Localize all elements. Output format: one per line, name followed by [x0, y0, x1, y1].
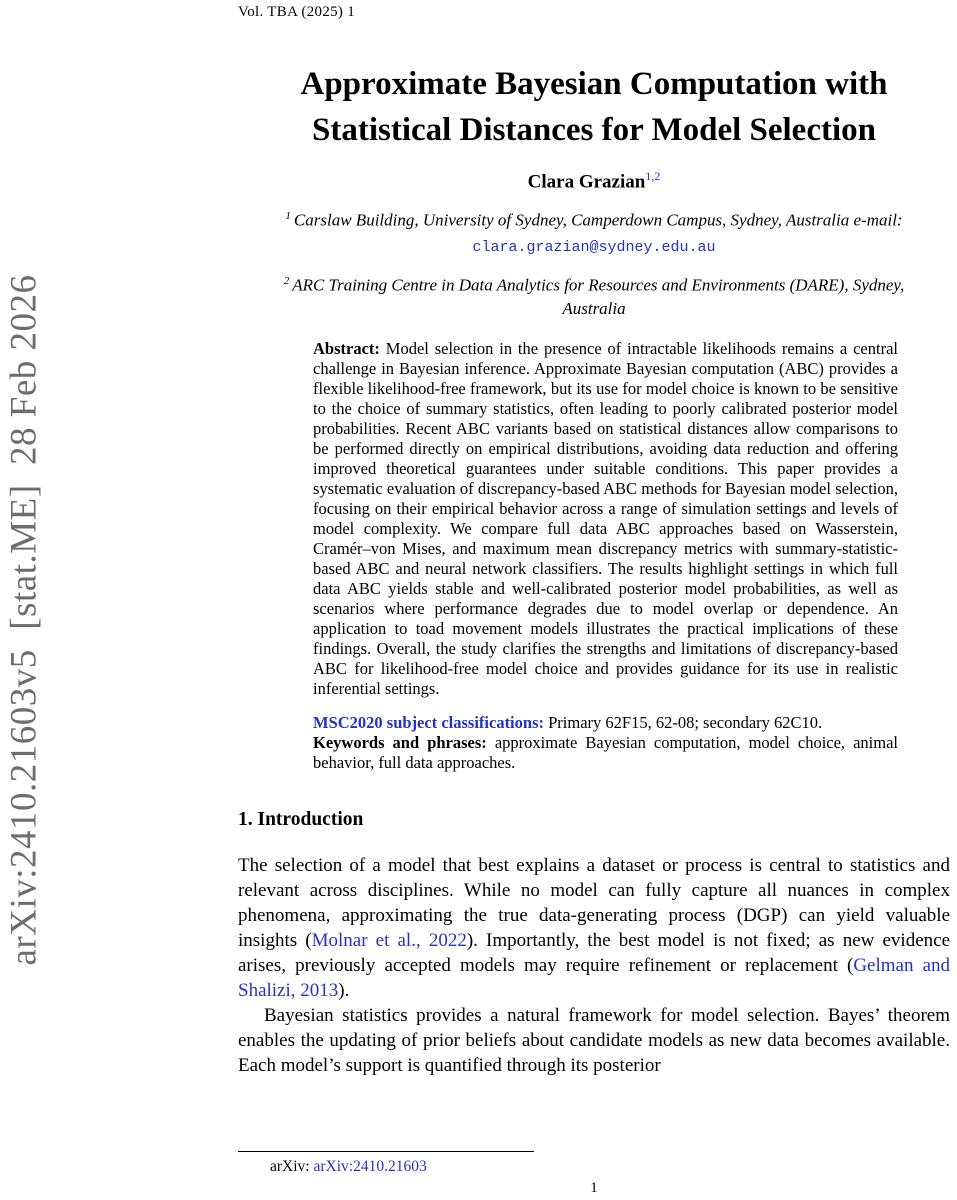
journal-volume-header: Vol. TBA (2025) 1: [238, 4, 356, 20]
citation-link-gelman-shalizi-2013[interactable]: Gelman and Shalizi, 2013: [238, 954, 950, 1001]
paper-title: Approximate Bayesian Computation with Statistical Distances for Model Selection: [300, 66, 888, 148]
abstract: [313, 339, 898, 699]
affiliation-2-text: [262, 274, 927, 321]
paper-content: [238, 0, 950, 1078]
text-segment: ).: [338, 979, 350, 1001]
author-line: [238, 169, 950, 193]
affiliation-1: [238, 209, 950, 258]
arxiv-footnote: [238, 1158, 427, 1176]
citation-link-molnar-2022[interactable]: Molnar et al., 2022: [311, 929, 467, 951]
msc-classifications: [313, 713, 898, 733]
author-affiliation-refs[interactable]: 1,2: [645, 169, 661, 184]
arxiv-id-link[interactable]: arXiv:2410.21603: [313, 1158, 427, 1175]
affiliation-2-body: ARC Training Centre in Data Analytics for Resources and Environments (DARE), Sydney, Australia: [292, 275, 905, 318]
footnote-rule: [238, 1151, 534, 1152]
author-name: Clara Grazian: [527, 171, 646, 193]
affiliation-1-body: Carslaw Building, University of Sydney, Camperdown Campus, Sydney, Australia e-mail:: [293, 211, 903, 231]
affiliation-1-text: [238, 209, 950, 233]
text-segment: ). Importantly, the best model is not fixed; as new evidence arises, previously accepted models may require refinement or replacement (: [238, 929, 951, 976]
msc-text: Primary 62F15, 62-08; secondary 62C10.: [548, 712, 823, 732]
abstract-text: Model selection in the presence of intractable likelihoods remains a central challenge in Bayesian inference. Approximate Bayesian computation (ABC) provides a flexible likelihood-free framework, but its use for model choice is known to be sensitive to the choice of summary statistics, often leading to poorly calibrated posterior model probabilities. Recent ABC variants based on statistical distances allow comparisons to be performed directly on empirical distributions, avoiding data reduction and offering improved theoretical guarantees under suitable conditions. This paper provides a systematic evaluation of discrepancy-based ABC methods for Bayesian model selection, focusing on their empirical behavior across a range of simulation settings and levels of model complexity. We compare full data ABC approaches based on Wasserstein, Cramér–von Mises, and maximum mean discrepancy metrics with summary-statistic-based ABC and neural network classifiers. The results highlight settings in which full data ABC yields stable and well-calibrated posterior model probabilities, as well as scenarios where performance degrades due to model overlap or dependence. An application to toad movement models illustrates the practical implications of these findings. Overall, the study clarifies the strengths and limitations of discrepancy-based ABC for likelihood-free model choice and provides guidance for its use in realistic inferential settings.: [313, 338, 898, 698]
email-line: [238, 235, 950, 258]
affiliation-2-marker: 2: [283, 275, 290, 288]
footnote-prefix: arXiv:: [270, 1158, 314, 1175]
intro-paragraph-1: [238, 853, 950, 1003]
affiliation-2: [238, 274, 950, 321]
abstract-label: Abstract:: [313, 338, 380, 358]
arxiv-sidebar-stamp: arXiv:2410.21603v5 [stat.ME] 28 Feb 2026: [3, 274, 45, 966]
section-heading-introduction: 1. Introduction: [238, 808, 364, 830]
keywords-text: approximate Bayesian computation, model choice, animal behavior, full data approaches.: [313, 732, 899, 772]
keywords: [313, 733, 898, 773]
affiliation-1-marker: 1: [285, 210, 291, 223]
email-link[interactable]: clara.grazian@sydney.edu.au: [472, 238, 716, 256]
msc-label[interactable]: MSC2020 subject classifications:: [313, 712, 544, 732]
keywords-label: Keywords and phrases:: [313, 732, 487, 752]
page-number: 1: [590, 1180, 598, 1196]
intro-paragraph-2: Bayesian statistics provides a natural framework for model selection. Bayes’ theorem enables the updating of prior beliefs about candidate models as new data becomes available. Each model’s support is quantified through its posterior: [238, 1004, 950, 1076]
text-segment: The selection of a model that best explains a dataset or process is central to statistics and relevant across disciplines. While no model can fully capture all nuances in complex phenomena, approximating the true data-generating process (DGP) can yield valuable insights (: [238, 854, 950, 951]
